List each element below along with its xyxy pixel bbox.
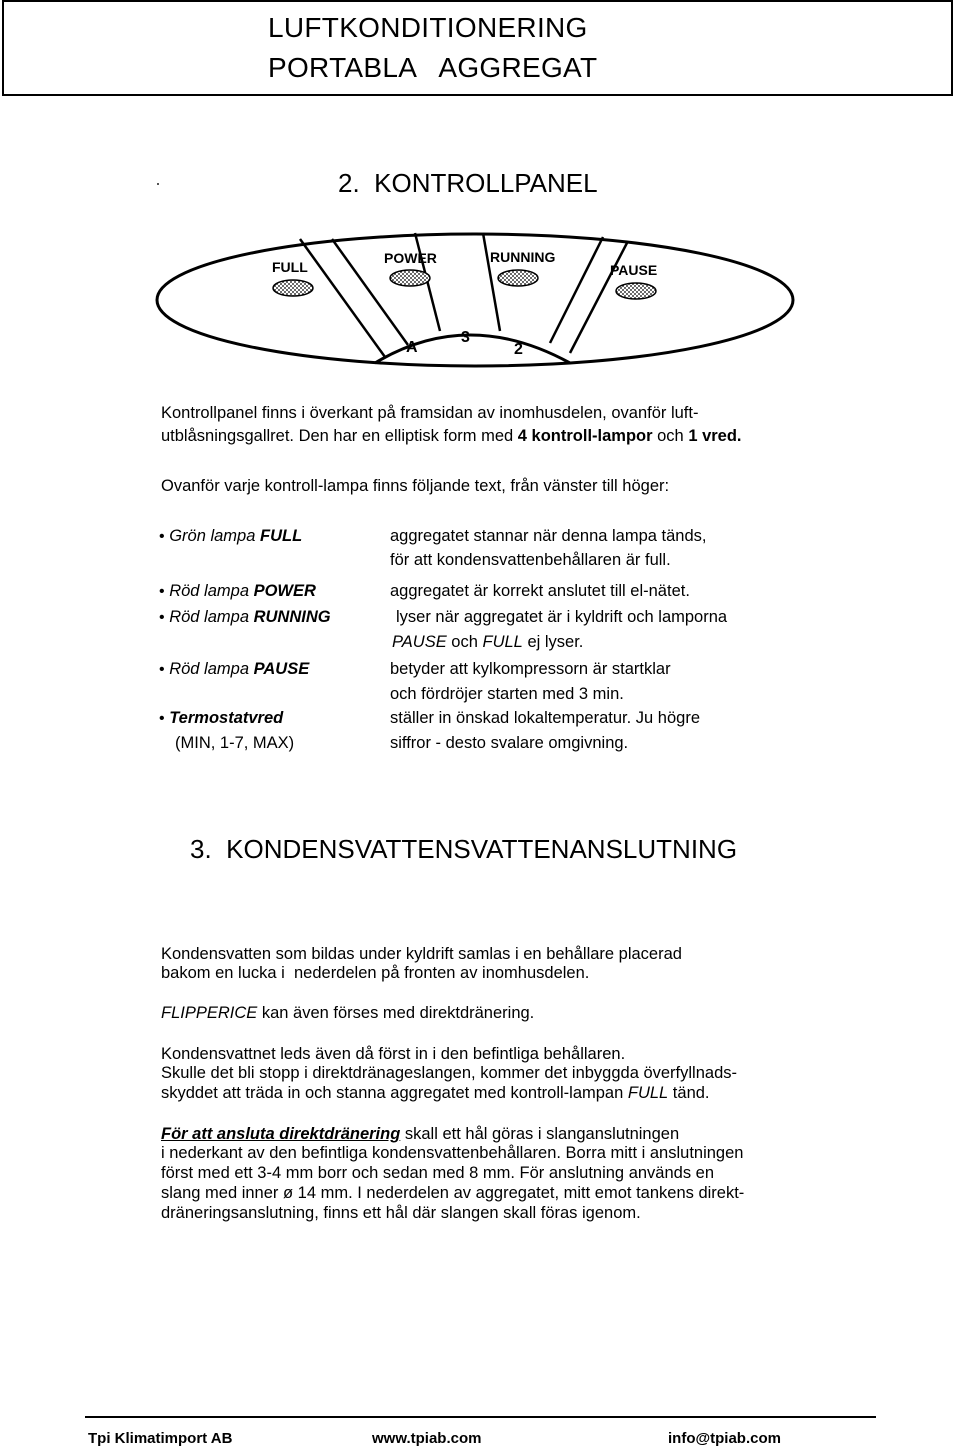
footer-company: Tpi Klimatimport AB xyxy=(88,1430,233,1447)
s3-p3-line2: Skulle det bli stopp i direktdränageslangen, kommer det inbyggda överfyllnads- xyxy=(161,1064,737,1082)
section3-heading: 3. KONDENSVATTENSVATTENANSLUTNING xyxy=(190,834,738,864)
s3-p4-line3: först med ett 3-4 mm borr och sedan med 8 mm. För anslutning används en xyxy=(161,1164,715,1182)
label-full: FULL xyxy=(272,259,308,275)
document-title-line1: LUFTKONDITIONERING xyxy=(268,12,588,43)
dial-label-a: A xyxy=(406,339,418,356)
footer-website-link[interactable]: www.tpiab.com xyxy=(372,1430,482,1447)
s3-p1-line1: Kondensvatten som bildas under kyldrift samlas i en behållare placerad xyxy=(161,945,682,963)
bullet-icon: • xyxy=(159,528,165,545)
item-full-desc2: för att kondensvattenbehållaren är full. xyxy=(390,551,671,569)
bullet-icon: • xyxy=(159,661,165,678)
label-power: POWER xyxy=(384,250,437,266)
item-pause-desc1: betyder att kylkompressorn är startklar xyxy=(390,660,671,678)
bullet-icon: • xyxy=(159,583,165,600)
label-running: RUNNING xyxy=(490,249,556,265)
s3-p2: FLIPPERICE kan även förses med direktdränering. xyxy=(161,1004,535,1022)
lamp-running xyxy=(498,270,538,286)
s3-p4-line2: i nederkant av den befintliga kondensvattenbehållaren. Borra mitt i anslutningen xyxy=(161,1144,744,1162)
footer-email-link[interactable]: info@tpiab.com xyxy=(668,1430,781,1447)
bullet-icon: • xyxy=(159,710,165,727)
s3-p3-line3: skyddet att träda in och stanna aggregatet med kontroll-lampan FULL tänd. xyxy=(161,1084,710,1102)
item-thermostat-desc2: siffror - desto svalare omgivning. xyxy=(390,734,629,752)
dial-label-2: 2 xyxy=(514,341,523,358)
intro-line1: Kontrollpanel finns i överkant på framsidan av inomhusdelen, ovanför luft- xyxy=(161,404,699,422)
footer-divider xyxy=(85,1416,876,1418)
control-panel-diagram xyxy=(150,225,800,375)
lamp-power xyxy=(390,270,430,286)
item-full-desc1: aggregatet stannar när denna lampa tänds, xyxy=(390,527,707,545)
lamp-full xyxy=(273,280,313,296)
stray-dot xyxy=(157,183,159,185)
item-pause-desc2: och fördröjer starten med 3 min. xyxy=(390,685,624,703)
divider-line xyxy=(570,241,628,353)
s3-p4-line1: För att ansluta direktdränering skall ett hål göras i slanganslutningen xyxy=(161,1125,680,1143)
list-item-power: • Röd lampa POWER xyxy=(159,582,316,600)
s3-p1-line2: bakom en lucka i nederdelen på fronten av inomhusdelen. xyxy=(161,964,590,982)
lead-text: Ovanför varje kontroll-lampa finns följande text, från vänster till höger: xyxy=(161,477,670,495)
intro-line2: utblåsningsgallret. Den har en elliptisk form med 4 kontroll-lampor och 1 vred. xyxy=(161,427,742,445)
item-power-desc1: aggregatet är korrekt anslutet till el-nätet. xyxy=(390,582,690,600)
section2-heading: 2. KONTROLLPANEL xyxy=(338,168,598,198)
document-title-line2: PORTABLA AGGREGAT xyxy=(268,52,598,83)
item-running-desc2: PAUSE och FULL ej lyser. xyxy=(392,633,584,651)
s3-p4-line4: slang med inner ø 14 mm. I nederdelen av aggregatet, mitt emot tankens direkt- xyxy=(161,1184,745,1202)
dial-label-3: 3 xyxy=(461,329,470,346)
label-pause: PAUSE xyxy=(610,262,658,278)
divider-line xyxy=(483,233,500,331)
panel-outline xyxy=(157,234,793,366)
s3-p4-line5: dräneringsanslutning, finns ett hål där slangen skall föras igenom. xyxy=(161,1204,641,1222)
item-thermostat-sub: (MIN, 1-7, MAX) xyxy=(175,734,295,752)
s3-p3-line1: Kondensvattnet leds även då först in i den befintliga behållaren. xyxy=(161,1045,626,1063)
item-thermostat-desc1: ställer in önskad lokaltemperatur. Ju högre xyxy=(390,709,701,727)
item-running-desc1: lyser när aggregatet är i kyldrift och lamporna xyxy=(396,608,728,626)
divider-line xyxy=(550,237,603,343)
divider-line xyxy=(300,239,385,357)
lamp-pause xyxy=(616,283,656,299)
list-item-running: • Röd lampa RUNNING xyxy=(159,608,331,626)
bullet-icon: • xyxy=(159,609,165,626)
list-item-pause: • Röd lampa PAUSE xyxy=(159,660,310,678)
list-item-full: • Grön lampa FULL xyxy=(159,527,303,545)
list-item-thermostat: • Termostatvred xyxy=(159,709,284,727)
